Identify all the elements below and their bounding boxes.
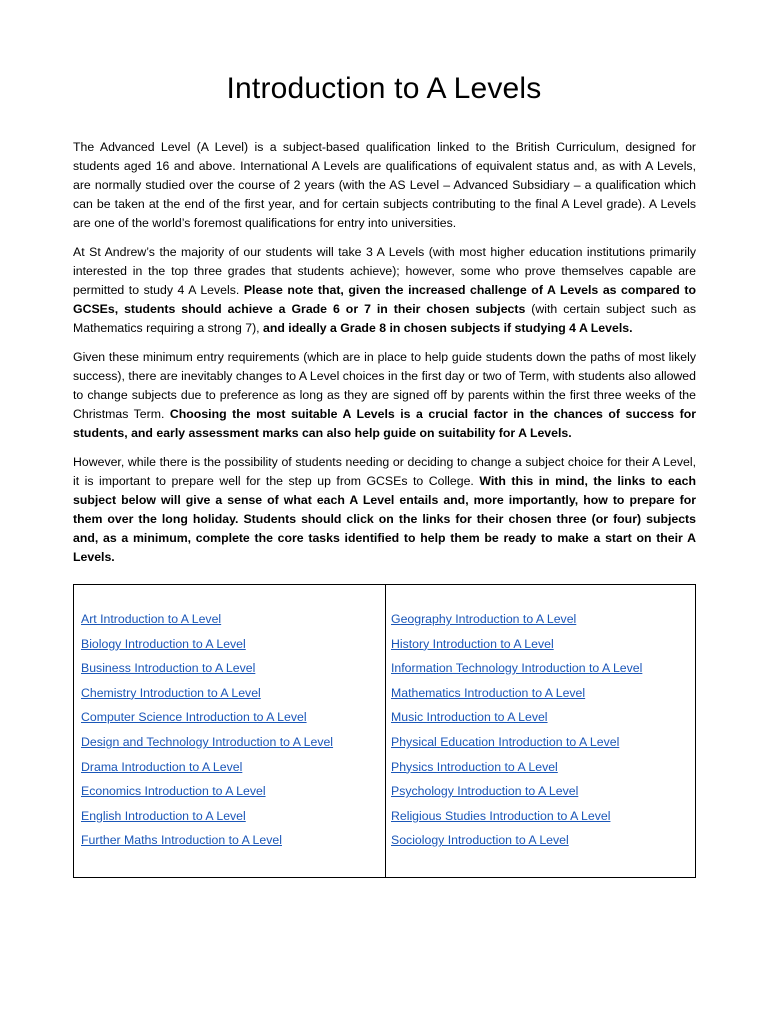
subject-links-left-column xyxy=(74,585,386,877)
link-mathematics[interactable]: Mathematics Introduction to A Level xyxy=(391,685,586,700)
link-geography[interactable]: Geography Introduction to A Level xyxy=(391,612,577,626)
link-business[interactable]: Business Introduction to A Level xyxy=(81,661,256,676)
link-information-technology[interactable]: Information Technology Introduction to A Level xyxy=(391,661,643,676)
link-history[interactable]: History Introduction to A Level xyxy=(391,636,554,651)
document-body xyxy=(73,138,696,577)
link-art[interactable]: Art Introduction to A Level xyxy=(81,612,222,626)
link-sociology[interactable]: Sociology Introduction to A Level xyxy=(391,833,569,848)
paragraph-entry-requirements xyxy=(73,348,696,443)
link-psychology[interactable]: Psychology Introduction to A Level xyxy=(391,784,579,799)
link-further-maths[interactable]: Further Maths Introduction to A Level xyxy=(81,833,282,848)
subject-links-table xyxy=(73,584,696,878)
paragraph-preparation-bold-2: Students should click on the links for their chosen three (or four) subjects and, as a minimum, complete the core tasks identified to help them be ready to make a start on their A Levels. xyxy=(73,512,696,564)
paragraph-entry-requirements-text: Given these minimum entry requirements (which are in place to help guide students down the paths of most likely success), there are inevitably changes to A Level choices in the first day or two of Term, with students also allowed to change subjects due to preference as long as they are signed off by parents within the first three weeks of the Christmas Term. xyxy=(73,350,696,421)
paragraph-preparation-text: However, while there is the possibility of students needing or deciding to change a subject choice for their A Level, it is important to prepare well for the step up from GCSEs to College. xyxy=(73,455,696,488)
link-physical-education[interactable]: Physical Education Introduction to A Level xyxy=(391,734,620,749)
link-economics[interactable]: Economics Introduction to A Level xyxy=(81,784,266,799)
link-chemistry[interactable]: Chemistry Introduction to A Level xyxy=(81,685,261,700)
paragraph-st-andrews-bold-2: and ideally a Grade 8 in chosen subjects if studying 4 A Levels. xyxy=(263,321,633,335)
subject-links-right-column xyxy=(386,585,695,877)
paragraph-preparation xyxy=(73,453,696,567)
paragraph-st-andrews-text-2: (with certain subject such as Mathematics requiring a strong 7), xyxy=(73,302,696,335)
link-religious-studies[interactable]: Religious Studies Introduction to A Level xyxy=(391,808,611,823)
paragraph-intro xyxy=(73,138,696,233)
paragraph-preparation-bold-1: With this in mind, the links to each subject below will give a sense of what each A Level entails and, more importantly, how to prepare for them over the long holiday. xyxy=(73,474,696,526)
link-english[interactable]: English Introduction to A Level xyxy=(81,808,246,823)
page-title: Introduction to A Levels xyxy=(226,72,542,105)
link-computer-science[interactable]: Computer Science Introduction to A Level xyxy=(81,710,307,725)
link-drama[interactable]: Drama Introduction to A Level xyxy=(81,759,243,774)
paragraph-st-andrews-bold-1: Please note that, given the increased challenge of A Levels as compared to GCSEs, students should achieve a Grade 6 or 7 in their chosen subjects xyxy=(73,283,696,316)
link-design-technology[interactable]: Design and Technology Introduction to A Level xyxy=(81,734,334,749)
paragraph-st-andrews xyxy=(73,243,696,338)
paragraph-intro-text: The Advanced Level (A Level) is a subject-based qualification linked to the British Curriculum, designed for students aged 16 and above. International A Levels are qualifications of equivalent status and, as with A Levels, are normally studied over the course of 2 years (with the AS Level – Advanced Subsidiary – a qualification which can be taken at the end of the first year, and for certain subjects contributing to the final A Level grade). A Levels are one of the world’s foremost qualifications for entry into universities. xyxy=(73,140,696,230)
paragraph-st-andrews-text: At St Andrew’s the majority of our students will take 3 A Levels (with most higher education institutions primarily interested in the top three grades that students achieve); however, some who prove themselves capable are permitted to study 4 A Levels. xyxy=(73,245,696,297)
link-biology[interactable]: Biology Introduction to A Level xyxy=(81,636,246,651)
link-physics[interactable]: Physics Introduction to A Level xyxy=(391,759,558,774)
link-music[interactable]: Music Introduction to A Level xyxy=(391,710,548,725)
paragraph-entry-requirements-bold: Choosing the most suitable A Levels is a crucial factor in the chances of success for students, and early assessment marks can also help guide on suitability for A Levels. xyxy=(73,407,696,440)
